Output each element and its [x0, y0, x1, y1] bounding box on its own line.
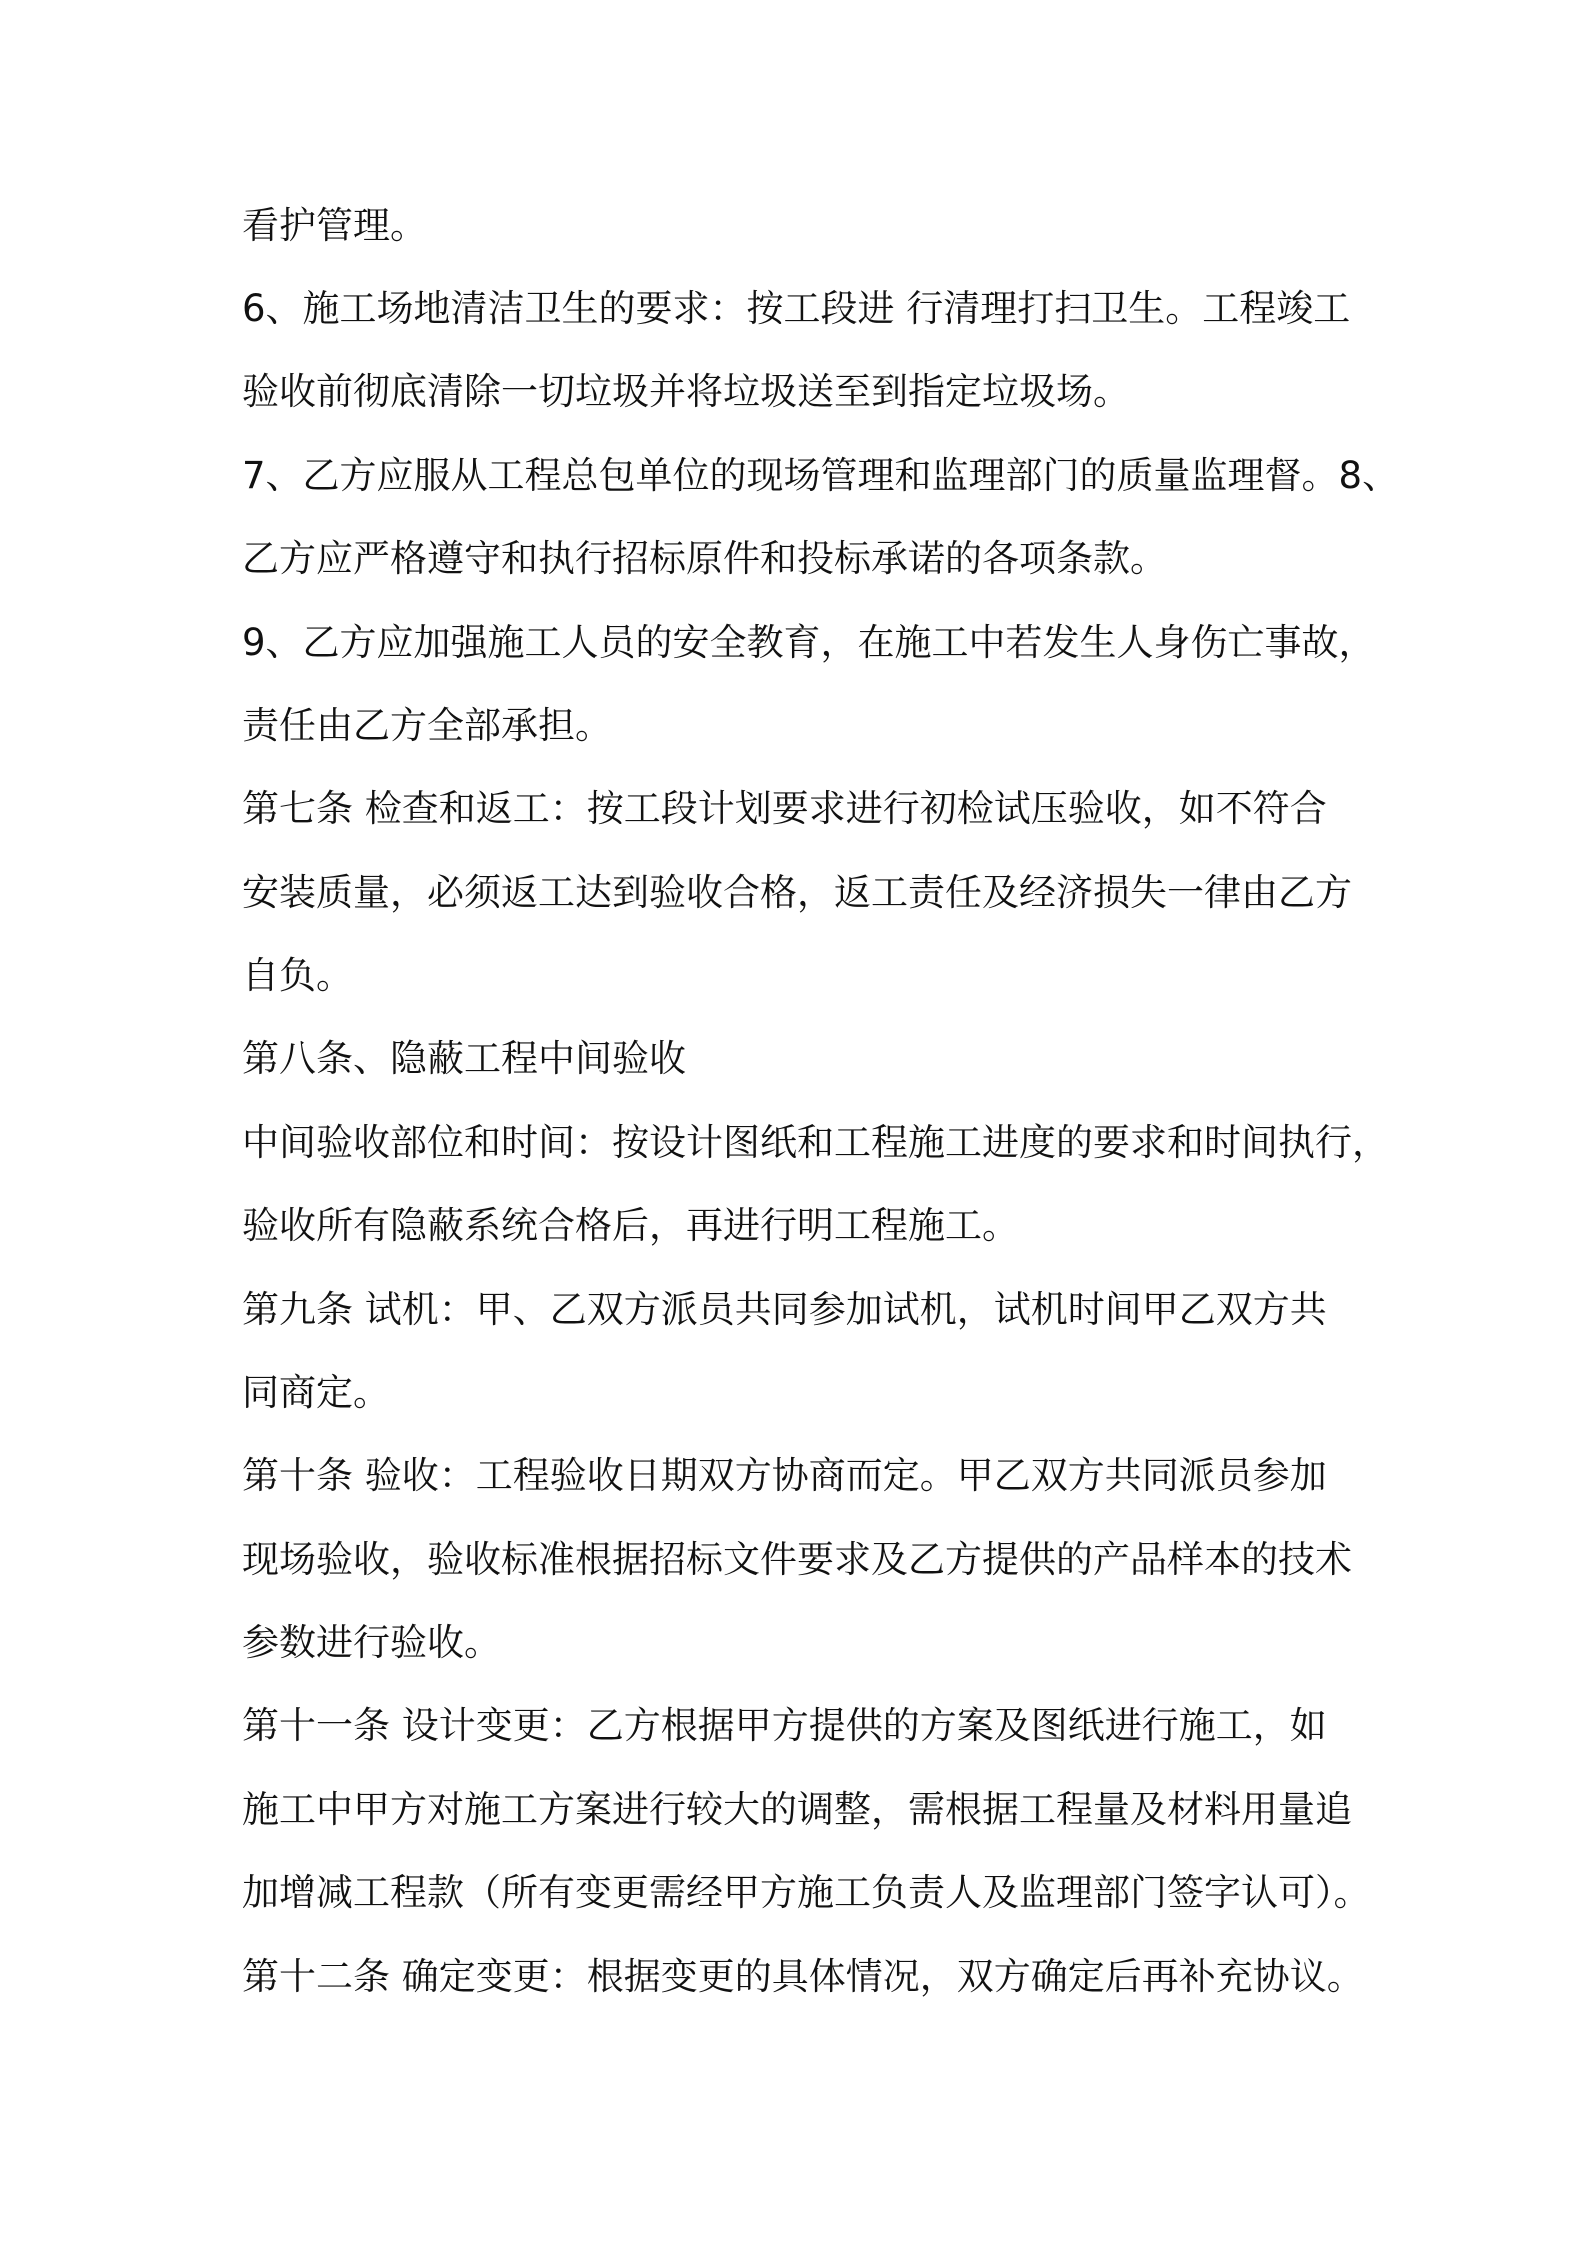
text-line: 安装质量，必须返工达到验收合格，返工责任及经济损失一律由乙方: [242, 871, 1352, 914]
text-line: 7、乙方应服从工程总包单位的现场管理和监理部门的质量监理督。8、: [242, 454, 1400, 497]
text-line: 同商定。: [242, 1371, 390, 1414]
text-line: 第十条 验收：工程验收日期双方协商而定。甲乙双方共同派员参加: [242, 1454, 1327, 1497]
text-line: 责任由乙方全部承担。: [242, 704, 612, 747]
text-line: 中间验收部位和时间：按设计图纸和工程施工进度的要求和时间执行，: [242, 1121, 1389, 1164]
text-line: 第八条、隐蔽工程中间验收: [242, 1037, 686, 1080]
text-line: 现场验收，验收标准根据招标文件要求及乙方提供的产品样本的技术: [242, 1538, 1352, 1581]
text-line: 第七条 检查和返工：按工段计划要求进行初检试压验收，如不符合: [242, 787, 1327, 830]
text-line: 自负。: [242, 954, 353, 997]
text-line: 6、施工场地清洁卫生的要求：按工段进 行清理打扫卫生。工程竣工: [242, 287, 1351, 330]
text-line: 验收所有隐蔽系统合格后，再进行明工程施工。: [242, 1204, 1019, 1247]
text-line: 施工中甲方对施工方案进行较大的调整，需根据工程量及材料用量追: [242, 1788, 1352, 1831]
text-line: 第十一条 设计变更：乙方根据甲方提供的方案及图纸进行施工，如: [242, 1704, 1327, 1747]
text-line: 第九条 试机：甲、乙双方派员共同参加试机，试机时间甲乙双方共: [242, 1288, 1327, 1331]
text-line: 验收前彻底清除一切垃圾并将垃圾送至到指定垃圾场。: [242, 370, 1130, 413]
text-line: 参数进行验收。: [242, 1621, 501, 1664]
text-line: 看护管理。: [242, 204, 427, 247]
text-line: 加增减工程款（所有变更需经甲方施工负责人及监理部门签字认可）。: [242, 1871, 1371, 1914]
text-line: 9、乙方应加强施工人员的安全教育，在施工中若发生人身伤亡事故，: [242, 621, 1376, 664]
text-line: 乙方应严格遵守和执行招标原件和投标承诺的各项条款。: [242, 537, 1167, 580]
text-line: 第十二条 确定变更：根据变更的具体情况，双方确定后再补充协议。: [242, 1955, 1364, 1998]
